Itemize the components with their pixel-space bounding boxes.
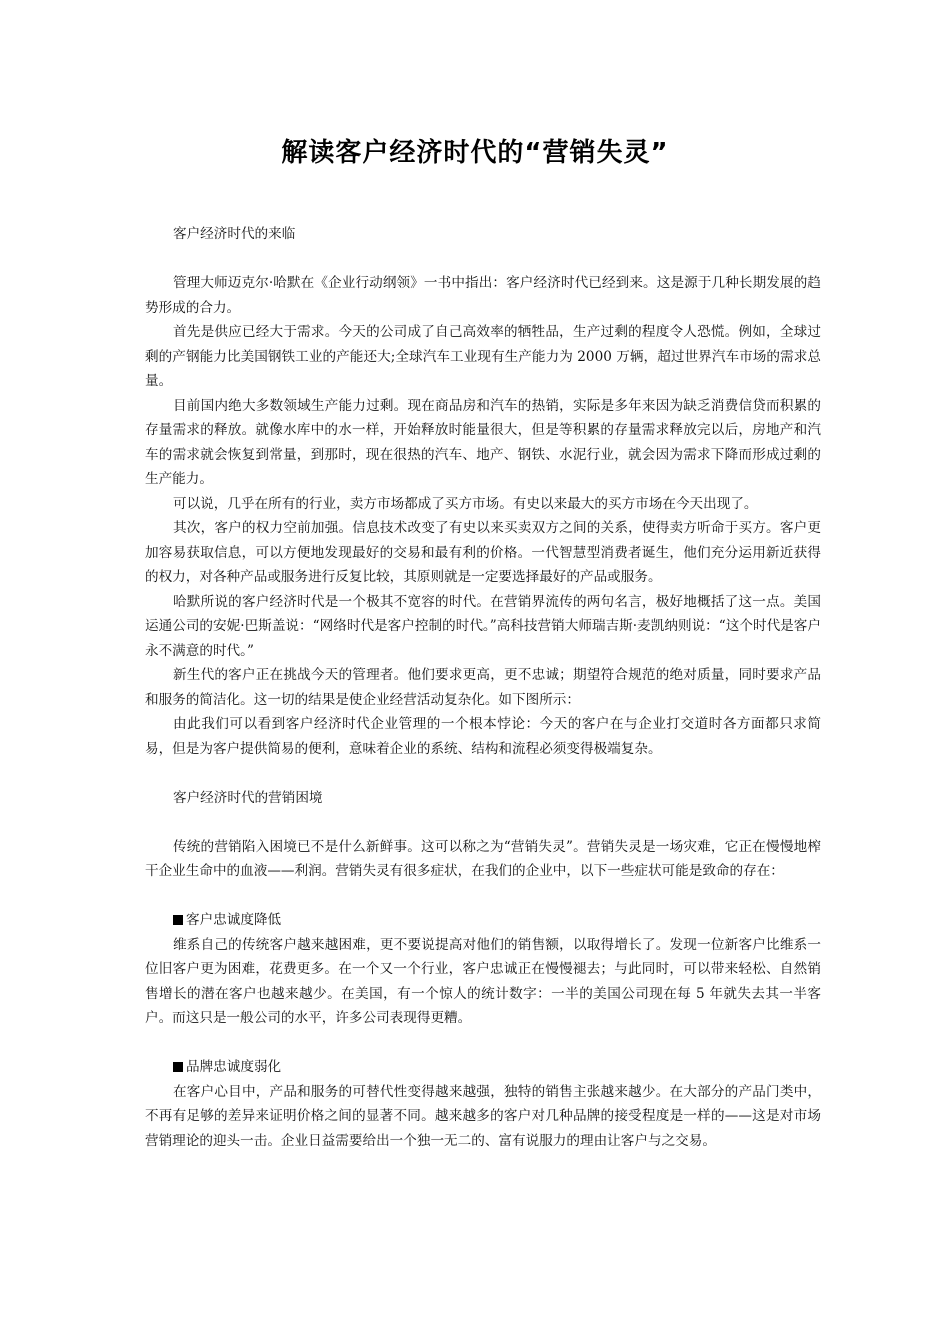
spacer [145, 1031, 821, 1056]
section-heading: 客户经济时代的营销困境 [173, 789, 323, 806]
section-heading: 客户经济时代的来临 [173, 226, 296, 242]
bullet-heading [145, 1055, 821, 1080]
paragraph: 新生代的客户正在挑战今天的管理者。他们要求更高，更不忠诚；期望符合规范的绝对质量，同时要求产品和服务的简洁化。这一切的结果是使企业经营活动复杂化。如下图所示： [145, 667, 821, 708]
spacer [145, 884, 821, 909]
paragraph: 维系自己的传统客户越来越困难，更不要说提高对他们的销售额，以取得增长了。发现一位新客户比维系一位旧客户更为困难，花费更多。在一个又一个行业，客户忠诚正在慢慢褪去；与此同时，可以带来轻松、自然销售增长的潜在客户也越来越少。在美国，有一个惊人的统计数字：一半的美国公司现在每 5 年就失去其一半客户。而这只是一般公司的水平，许多公司表现得更糟。 [145, 936, 821, 1026]
paragraph: 目前国内绝大多数领域生产能力过剩。现在商品房和汽车的热销，实际是多年来因为缺乏消费信贷而积累的存量需求的释放。就像水库中的水一样，开始释放时能量很大，但是等积累的存量需求释放完以后，房地产和汽车的需求就会恢复到常量，到那时，现在很热的汽车、地产、钢铁、水泥行业，就会因为需求下降而形成过剩的生产能力。 [145, 397, 821, 487]
bullet-heading-text: 品牌忠诚度弱化 [186, 1059, 282, 1075]
document-title: 解读客户经济时代的“营销失灵” [281, 138, 669, 168]
paragraph: 传统的营销陷入困境已不是什么新鲜事。这可以称之为“营销失灵”。营销失灵是一场灾难，它正在慢慢地榨干企业生命中的血液——利润。营销失灵有很多症状，在我们的企业中，以下一些症状可能是致命的存在： [145, 838, 821, 879]
spacer [145, 761, 821, 786]
paragraph: 可以说，几乎在所有的行业，卖方市场都成了买方市场。有史以来最大的买方市场在今天出现了。 [173, 495, 758, 512]
paragraph: 其次，客户的权力空前加强。信息技术改变了有史以来买卖双方之间的关系，使得卖方听命于买方。客户更加容易获取信息，可以方便地发现最好的交易和最有利的价格。一代智慧型消费者诞生，他们充分运用新近获得的权力，对各种产品或服务进行反复比较，其原则就是一定要选择最好的产品或服务。 [145, 520, 821, 585]
spacer [145, 810, 821, 835]
square-bullet-icon [173, 915, 183, 925]
paragraph: 由此我们可以看到客户经济时代企业管理的一个根本悖论：今天的客户在与企业打交道时各方面都只求简易，但是为客户提供简易的便利，意味着企业的系统、结构和流程必须变得极端复杂。 [145, 716, 821, 757]
paragraph: 管理大师迈克尔·哈默在《企业行动纲领》一书中指出：客户经济时代已经到来。这是源于几种长期发展的趋势形成的合力。 [145, 275, 821, 316]
square-bullet-icon [173, 1062, 183, 1072]
paragraph: 首先是供应已经大于需求。今天的公司成了自己高效率的牺牲品，生产过剩的程度令人恐慌。例如，全球过剩的产钢能力比美国钢铁工业的产能还大;全球汽车工业现有生产能力为 2000 万辆，超过世界汽车市场的需求总量。 [145, 324, 821, 389]
paragraph: 在客户心目中，产品和服务的可替代性变得越来越强，独特的销售主张越来越少。在大部分的产品门类中，不再有足够的差异来证明价格之间的显著不同。越来越多的客户对几种品牌的接受程度是一样的——这是对市场营销理论的迎头一击。企业日益需要给出一个独一无二的、富有说服力的理由让客户与之交易。 [145, 1083, 821, 1149]
bullet-heading-text: 客户忠诚度降低 [186, 912, 282, 928]
bullet-heading [145, 908, 821, 933]
paragraph: 哈默所说的客户经济时代是一个极其不宽容的时代。在营销界流传的两句名言，极好地概括了这一点。美国运通公司的安妮·巴斯盖说：“网络时代是客户控制的时代。”高科技营销大师瑞吉斯·麦凯纳则说：“这个时代是客户永不满意的时代。” [145, 593, 821, 659]
spacer [145, 247, 821, 272]
document-body [145, 222, 821, 1153]
